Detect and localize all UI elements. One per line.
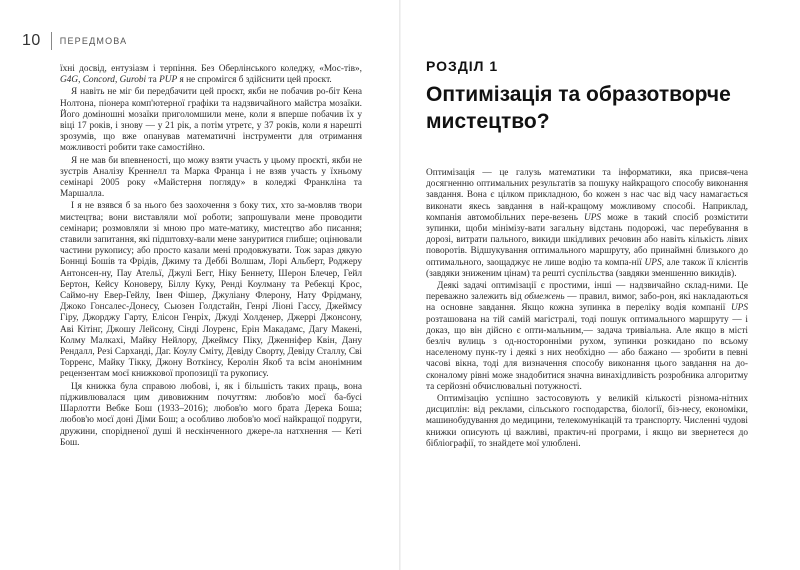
text-run: я не спромігся б здійснити цей проєкт. [177, 75, 332, 86]
header-divider [51, 32, 52, 50]
page-header [22, 30, 127, 52]
paragraph [426, 281, 748, 393]
right-page [400, 0, 800, 570]
paragraph [60, 87, 362, 154]
text-run: Я не мав би впевненості, що можу взяти участь у цьому проєкті, якби не зустрів Аналізу Креннелл та Марка Франца і не взяв участь у їхньому семінарі 2005 року «Майстерня погляду» в коледжі Франкліна та Маршалла. [60, 155, 362, 200]
italic-text: G4G [60, 75, 79, 86]
text-run: їхні досвід, ентузіазм і терпіння. Без Оберлінського коледжу, «Мос-тів», [60, 64, 362, 74]
paragraph [60, 201, 362, 380]
chapter-title: Оптимізація та образотворче мистецтво? [426, 83, 731, 133]
text-run: — правил, вимог, забо-рон, які накладаються на основне завдання. Якщо кожна зупинка в переліку водія компанії [426, 292, 749, 314]
italic-text: Concord [82, 75, 115, 86]
italic-text: обмежень [524, 292, 565, 303]
italic-text: UPS [584, 212, 602, 223]
paragraph [60, 156, 362, 201]
chapter-heading [426, 58, 748, 135]
text-run: Оптимізацію успішно застосовують у великій кількості різнома-нітних дисциплін: від реклами, сільського господарства, біології, біз-несу, економіки, машинобудування до медицини, телекомунікацій та транспорту. Численні чудові книжки описують ці важливі, практич-ні програми, і якщо ви звернетеся до бібліографії, то знайдете мої улюблені. [426, 394, 748, 449]
left-body-text [60, 64, 362, 450]
text-run: розташована на тій самій магістралі, тоді пошук оптимального маршруту — і доказ, що він дійсно є опти-мальним,— задача тривіальна. Але якщо в місті безліч вулиць з од-носторонніми рухом, зупинки розкидано по всьому населеному пунк-ту і деякі з них необхідно — або бажано — зробити в певні часові вікна, тоді для визначення способу виконання цього завдання на до-сконалому рівні може знадобитися значна винахідливість розробника алгоритму та серйозні обчислювальні потужності. [426, 314, 748, 392]
paragraph [426, 168, 748, 280]
italic-text: Gurobi [119, 75, 147, 86]
text-run: може в такий спосіб розмістити зупинки, щоби мінімізу-вати загальну відстань подорожі, час перебування в дорозі, витрати пального, викиди шкідливих речовин або навіть кількість лівих поворотів. Відшукування оптимального маршруту, або принаймні близького до оптимального, заощаджує не лише водію та компа-нії [426, 212, 748, 268]
running-header: ПЕРЕДМОВА [59, 36, 128, 46]
text-run: Я навіть не міг би передбачити цей проєкт, якби не побачив ро-біт Кена Нолтона, піонера комп'ютерної графіки та надзвичайного майстра мозаїки. Його доміношні мозаїки приголомшили мене, коли я вперше побачив їх у віці 17 років, і знову — у 21 рік, а потім утретє, у 37 років, коли я нарешті зрозумів, що вже опанував математичні інструменти для отримання можливості робити таке самостійно. [60, 87, 362, 154]
page-number: 10 [22, 32, 41, 49]
italic-text: PUP [159, 75, 178, 86]
text-run: та [146, 75, 160, 86]
paragraph [426, 394, 748, 450]
text-run: Деякі задачі оптимізації є простими, інші — надзвичайно склад-ними. Це переважно залежить від [426, 281, 748, 303]
italic-text: UPS [730, 303, 748, 314]
text-run: , [78, 75, 83, 86]
text-run: , але також її клієнтів (завдяки зниженим цінам) та решті суспільства (завдяки зменшенню викидів). [426, 257, 748, 279]
chapter-label: РОЗДІЛ 1 [426, 58, 499, 74]
paragraph [60, 382, 362, 449]
text-run: , [114, 75, 120, 86]
text-run: І я не взявся б за нього без заохочення з боку тих, хто за-мовляв твори мистецтва; вони виставляли мої роботи; запрошували мене проводити семінари; розмовляли зі мною про мате-матику, мистецтво або писання; ставили запитання, які підштовху-вали мене зануритися глибше; оцінювали частини рукопису; або просто казали мені продовжувати. Тож зараз дякую Боннці Бошів та Фрідів, Джиму та Деббі Волшам, Лорі Альберт, Роджеру Антонсен-ну, Пау Ательї, Джулі Бегг, Ніку Беннету, Шерон Блечер, Гейл Бертон, Кейсу Коноверу, Біллу Куку, Ренді Коулману та Ребекці Крос, Саймо-ну Евер-Гейлу, Івен Фішер, Джуліану Флерону, Нату Фрідману, Джоко Гонсалес-Донесу, Сьюзен Голдстайн, Генрі Ліоні Гассу, Джеймсу Гіру, Джорджу Гарту, Елісон Генріх, Джуді Холденер, Джеррі Джонсону, Аві Кітінг, Джошу Лейсону, Сінді Лоуренс, Ерін Макадамс, Дагу Макені, Колму Малкахі, Майку Нейлору, Джеймсу Піку, Дженніфер Квін, Дану Рендалл, Резі Сарханді, Даг. Коулу Сміту, Девіду Сворту, Девіду Сталлу, Сві Торренс, Майку Тікку, Джону Воткінсу, Керолін Якоб та всім анонімним рецензентам моєї книжкової пропозиції та рукопису. [60, 201, 362, 380]
text-run: Ця книжка була справою любові, і, як і більшість таких праць, вона підживлювалася цим дивовижним почуттям: любов'ю моєї ба-бусі Шарлотти Вебке Бош (1933–2016); любов'ю мого брата Дерека Боша; любов'ю моєї доні Діми Бош; а особливо любов'ю моєї найкращої подруги, дружини, спорідненої душі й нескінченного джере-ла натхнення — Кеті Бош. [60, 381, 362, 448]
right-body-text [426, 168, 748, 451]
italic-text: UPS [644, 257, 662, 268]
text-run: Оптимізація — це галузь математики та інформатики, яка присвя-чена досягненню оптимальних результатів за пошуку найкращого способу виконання завдання. Вона є цілком прикладною, бо кожен з нас час від часу намагається виконати якесь завдання в най-кращому можливому способі. Наприклад, компанія автомобільних пере-везень [426, 168, 748, 223]
paragraph [60, 64, 362, 86]
